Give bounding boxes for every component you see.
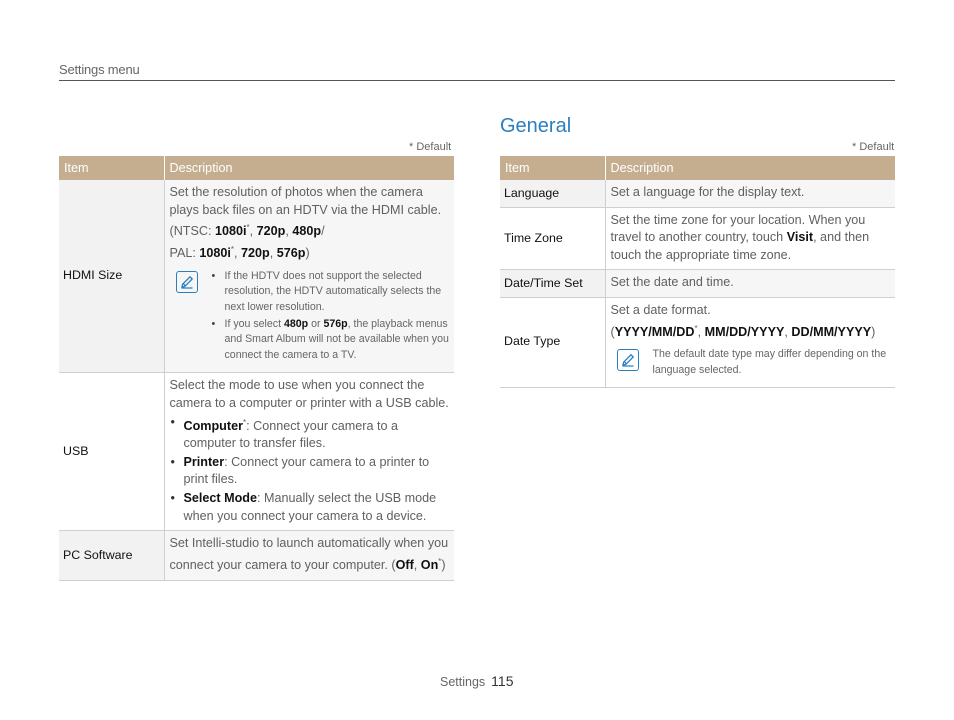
settings-table-general: [500, 156, 895, 388]
table-row: [500, 297, 895, 387]
note-text: The default date type may differ depending on the language selected.: [652, 348, 887, 376]
note-item: • If you select 480p or 576p, the playback menus and Smart Album will not be available when you connect the camera to a TV.: [212, 317, 450, 364]
row-item-pc-software: PC Software: [59, 531, 164, 580]
running-head: Settings menu: [59, 62, 140, 77]
table-row: [59, 531, 454, 580]
default-note-right: * Default: [852, 141, 895, 153]
section-title-general: General: [500, 115, 572, 137]
option-computer: • Computer*: Connect your camera to a computer to transfer files.: [170, 414, 450, 453]
header-rule: [59, 80, 895, 81]
row-desc-time-zone: Set the time zone for your location. When you travel to another country, touch Visit, and then touch the appropriate time zone.: [605, 207, 895, 270]
hdmi-note: [170, 269, 450, 365]
row-desc-usb: Select the mode to use when you connect the camera to a computer or printer with a USB cable. • Computer*: Connect your camera to a computer to transfer files. • Printer: Connect your camera to a printer to print files. • Select Mode: Manually select the USB mode when you connect your camera to a device.: [164, 373, 454, 531]
option-printer: • Printer: Connect your camera to a printer to print files.: [170, 454, 450, 489]
settings-table-left: [59, 156, 454, 581]
row-item-date-type: Date Type: [500, 297, 605, 387]
column-header-description: Description: [605, 156, 895, 180]
row-item-language: Language: [500, 180, 605, 207]
row-item-usb: USB: [59, 373, 164, 531]
note-item: • If the HDTV does not support the selected resolution, the HDTV automatically selects the next lower resolution.: [212, 269, 450, 316]
row-desc-date-type: Set a date format. (YYYY/MM/DD*, MM/DD/YYYY, DD/MM/YYYY) The default date type may differ depending on the language selected.: [605, 297, 895, 387]
table-row: [500, 180, 895, 207]
table-row: [500, 207, 895, 270]
table-row: [500, 270, 895, 298]
page-footer: [440, 673, 514, 689]
column-header-description: Description: [164, 156, 454, 180]
row-desc-date-time-set: Set the date and time.: [605, 270, 895, 298]
row-desc-hdmi-size: Set the resolution of photos when the camera plays back files on an HDTV via the HDMI cable. (NTSC: 1080i*, 720p, 480p/ PAL: 1080i*, 720p, 576p) • If the HDTV does not support the selected resolution, the HDTV automatically selects the next lower resolution. • If you select 480p or 576p, the playback menus and Smart Album will not be available when you connect the camera to a TV.: [164, 180, 454, 373]
row-item-date-time-set: Date/Time Set: [500, 270, 605, 298]
row-item-time-zone: Time Zone: [500, 207, 605, 270]
table-row: [59, 373, 454, 531]
table-row: [59, 180, 454, 373]
table-header-row: [500, 156, 895, 180]
column-header-item: Item: [500, 156, 605, 180]
table-header-row: [59, 156, 454, 180]
pencil-note-icon: [176, 271, 198, 293]
option-select-mode: • Select Mode: Manually select the USB mode when you connect your camera to a device.: [170, 490, 450, 525]
date-type-note: [611, 347, 891, 378]
row-desc-language: Set a language for the display text.: [605, 180, 895, 207]
footer-section: Settings: [440, 675, 486, 689]
row-desc-pc-software: Set Intelli-studio to launch automatically when you connect your camera to your computer. (Off, On*): [164, 531, 454, 580]
row-item-hdmi-size: HDMI Size: [59, 180, 164, 373]
column-header-item: Item: [59, 156, 164, 180]
default-note-left: * Default: [409, 141, 452, 153]
pencil-note-icon: [617, 349, 639, 371]
page-number: 115: [491, 673, 514, 689]
